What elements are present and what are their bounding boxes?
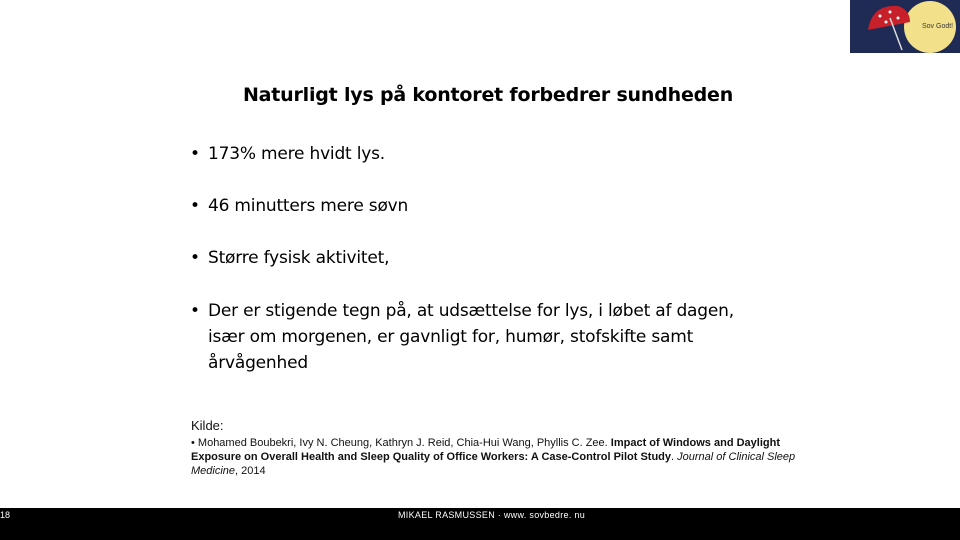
bullet-2-text: 46 minutters mere søvn [208, 196, 409, 216]
bullet-1 [190, 141, 385, 167]
slide-title: Naturligt lys på kontoret forbedrer sundheden [242, 84, 734, 106]
source-year: , 2014 [235, 465, 266, 477]
source-citation [191, 418, 801, 478]
page-number: 18 [0, 510, 11, 520]
source-body: • Mohamed Boubekri, Ivy N. Cheung, Kathryn J. Reid, Chia-Hui Wang, Phyllis C. Zee. Impact of Windows and Daylight Exposure on Overall Health and Sleep Quality of Office Workers: A Case-Control Pilot Study. Journal of Clinical Sleep Medicine, 2014 [191, 437, 796, 477]
bullet-dot: • [190, 196, 200, 216]
footer-bar [0, 508, 960, 540]
logo-text: Sov Godt! [922, 23, 954, 30]
bullet-3 [190, 245, 389, 271]
bullet-1-text: 173% mere hvidt lys. [208, 144, 385, 164]
bullet-4 [190, 298, 734, 376]
source-label: Kilde: [191, 418, 224, 433]
bullet-3-text: Større fysisk aktivitet, [208, 248, 390, 268]
source-journal: Journal of Clinical Sleep Medicine [191, 451, 796, 477]
source-title: Impact of Windows and Daylight Exposure on Overall Health and Sleep Quality of Office Workers: A Case-Control Pilot Study [191, 437, 780, 463]
footer-text: MIKAEL RASMUSSEN · www. sovbedre. nu [398, 510, 586, 520]
bullet-dot: • [190, 248, 200, 268]
bullet-dot: • [190, 301, 200, 321]
bullet-dot: • [190, 144, 200, 164]
bullet-4-line-2: især om morgenen, er gavnligt for, humør, stofskifte samt [208, 327, 694, 347]
bullet-2 [190, 193, 408, 219]
bullet-4-line-3: årvågenhed [208, 353, 308, 373]
source-authors: • Mohamed Boubekri, Ivy N. Cheung, Kathryn J. Reid, Chia-Hui Wang, Phyllis C. Zee. [191, 437, 608, 449]
logo [850, 0, 960, 53]
bullet-4-line-1: Der er stigende tegn på, at udsættelse for lys, i løbet af dagen, [208, 301, 734, 321]
